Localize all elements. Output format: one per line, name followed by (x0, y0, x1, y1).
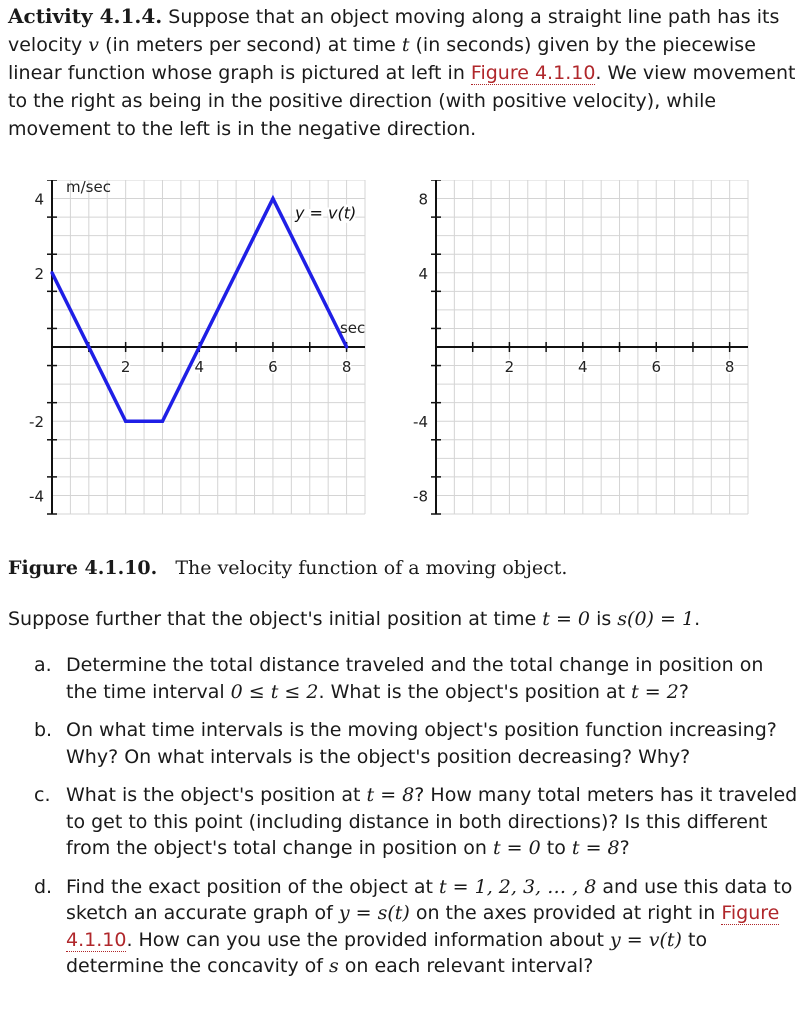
y-tick-label: 2 (34, 264, 44, 283)
task-d-text-1: Find the exact position of the object at (66, 875, 439, 898)
task-a-text-1: Determine the total distance traveled and the total change in position on the time interval (66, 654, 764, 703)
y-tick-label: -2 (29, 413, 44, 432)
caption-label: Figure 4.1.10. (8, 557, 158, 579)
task-c-text-3: to (540, 837, 572, 859)
figure-link-2[interactable]: Figure 4.1.10 (66, 902, 780, 951)
velocity-point (161, 420, 164, 423)
velocity-chart (29, 180, 365, 514)
task-c-math-3: t = 8 (571, 837, 620, 859)
velocity-point (345, 345, 348, 348)
position-axes-chart (413, 180, 748, 514)
task-c-text-1: What is the object's position at (66, 784, 367, 806)
further-math-1: t = 0 (542, 608, 591, 630)
task-d-text-3: on the axes provided at right in (409, 902, 722, 924)
further-text-1: Suppose further that the object's initial position at time (8, 608, 543, 630)
x-tick-label: 4 (194, 358, 205, 376)
x-tick-label: 4 (578, 358, 588, 376)
task-d (0, 874, 800, 980)
further-text-2: is (590, 608, 618, 630)
y-tick-label: -4 (29, 487, 44, 506)
x-axis-label: sec (339, 319, 366, 337)
figure-graphs (0, 180, 812, 515)
task-a (0, 652, 800, 705)
task-d-text-2: and use this data to sketch an accurate graph of (66, 875, 793, 924)
velocity-point (271, 197, 274, 200)
task-c-math-2: t = 0 (493, 837, 541, 859)
intro-text-3: (in seconds) given by the piecewise linear function whose graph is pictured at left in (8, 34, 756, 84)
intro-text-4: . We view movement to the right as being in the positive direction (with positive velocity), while movement to the left is in the negative direction. (8, 62, 796, 140)
x-tick-label: 2 (120, 358, 131, 376)
further-text-3: . (694, 608, 701, 630)
task-d-math-1: t = 1, 2, 3, … , 8 (438, 875, 597, 898)
task-d-text-4: . How can you use the provided information about (126, 928, 611, 951)
var-v: v (88, 34, 100, 56)
task-a-text-2: . What is the object's position at (318, 680, 632, 703)
task-d-text-5: to determine the concavity of (66, 928, 708, 977)
x-tick-label: 8 (341, 358, 352, 376)
figure-link[interactable]: Figure 4.1.10 (470, 62, 596, 84)
task-b-text-1: On what time intervals is the moving object's position function increasing? Why? On what intervals is the object's position decreasing? Why? (66, 719, 777, 768)
x-tick-label: 6 (651, 358, 662, 376)
x-tick-label: 8 (724, 358, 735, 376)
activity-label: Activity 4.1.4. (8, 4, 163, 28)
task-a-marker: a. (34, 654, 52, 676)
task-d-marker: d. (34, 875, 53, 898)
curve-label: y = v(t) (294, 203, 357, 223)
velocity-point (87, 345, 90, 348)
y-tick-label: -8 (413, 487, 428, 506)
velocity-point (124, 420, 127, 423)
x-tick-label: 6 (268, 358, 278, 376)
task-a-math-1: 0 ≤ t ≤ 2 (230, 680, 319, 703)
task-b (0, 717, 800, 770)
y-tick-label: 4 (34, 190, 44, 209)
x-tick-label: 2 (504, 358, 515, 376)
task-d-math-4: s (328, 955, 339, 977)
y-tick-label: 8 (418, 190, 428, 209)
task-c-text-2: ? How many total meters has it traveled to get to this point (including distance in both directions)? Is this different from the object's total change in position on (66, 784, 798, 859)
y-tick-label: -4 (413, 413, 428, 432)
further-math-2: s(0) = 1 (617, 608, 695, 630)
caption-text: The velocity function of a moving object. (175, 557, 568, 579)
further-paragraph (8, 608, 798, 630)
var-t: t (401, 34, 410, 56)
task-c-marker: c. (34, 784, 51, 806)
task-d-math-3: y = v(t) (610, 928, 682, 951)
task-a-text-3: ? (678, 680, 689, 703)
intro-text-2: (in meters per second) at time (99, 34, 402, 56)
velocity-point (198, 345, 201, 348)
task-d-math-2: y = s(t) (338, 902, 410, 924)
task-a-math-2: t = 2 (631, 680, 679, 703)
task-d-text-6: on each relevant interval? (338, 955, 594, 977)
intro-text-1: Suppose that an object moving along a straight line path has its velocity (8, 6, 780, 56)
task-b-marker: b. (34, 719, 53, 741)
task-c-math-1: t = 8 (366, 784, 415, 806)
velocity-point (50, 271, 53, 274)
task-list (0, 652, 800, 992)
y-axis-label: m/sec (66, 180, 111, 196)
task-c-text-4: ? (619, 837, 630, 859)
y-tick-label: 4 (418, 264, 428, 283)
activity-intro (8, 2, 798, 143)
task-c (0, 782, 800, 862)
figure-caption (8, 557, 567, 579)
